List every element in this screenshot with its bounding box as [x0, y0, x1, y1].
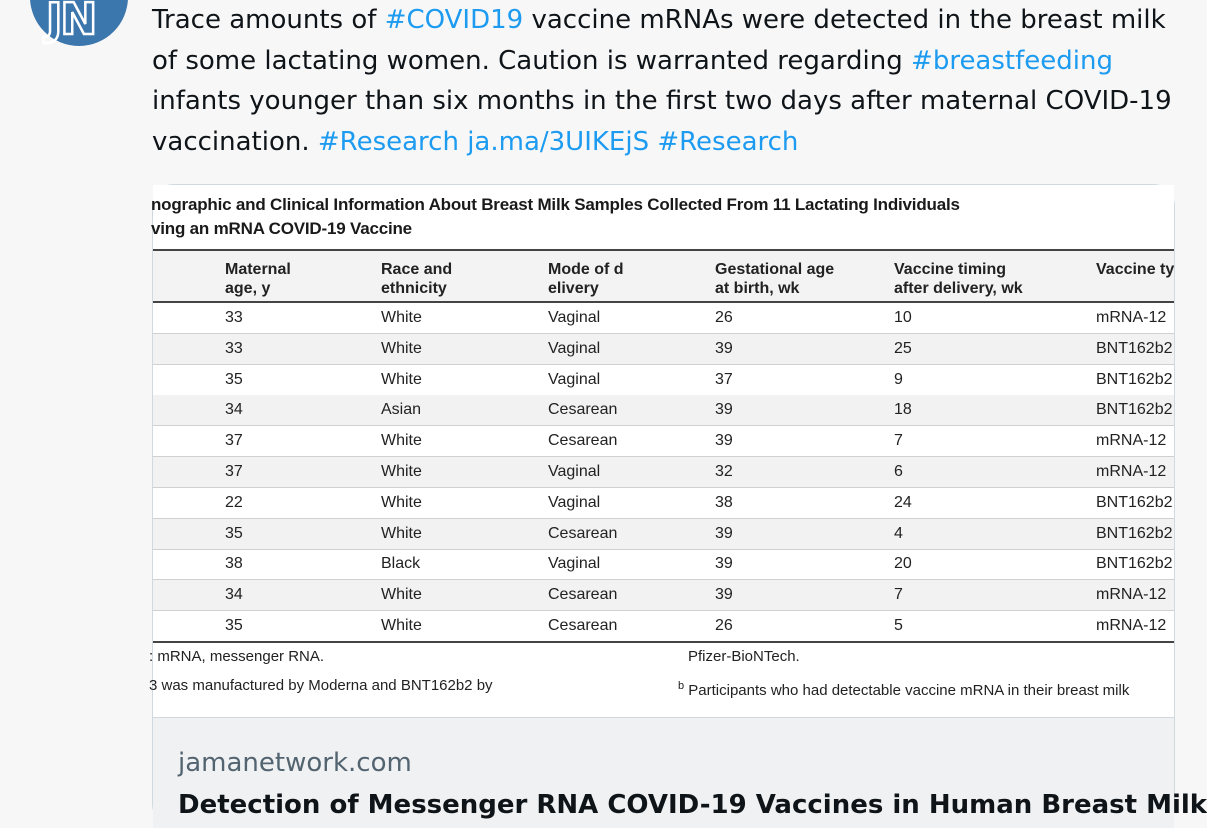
table-cell: BNT162b2 [1096, 555, 1173, 573]
table-title-line-2: ving an mRNA COVID-19 Vaccine [151, 219, 412, 238]
table-title-line-1: nographic and Clinical Information About Breast Milk Samples Collected From 11 Lactating Individuals [151, 195, 960, 214]
table-cell: 7 [894, 586, 903, 604]
table-cell: 38 [225, 555, 243, 573]
table-cell: 9 [894, 370, 903, 388]
tweet-text-segment [459, 127, 467, 157]
table-cell: mRNA-12 [1096, 617, 1167, 634]
card-meta[interactable] [153, 717, 1207, 828]
table-cell: White [381, 339, 422, 357]
table-cell: 7 [894, 432, 903, 450]
table-cell: White [381, 463, 422, 480]
table-cell: Vaginal [548, 370, 601, 388]
column-header [715, 260, 834, 298]
table-cell: 26 [715, 617, 733, 634]
tweet-text-segment: Trace amounts of [152, 5, 385, 35]
table-cell: Cesarean [548, 524, 618, 542]
column-header [381, 260, 452, 298]
column-header-line-2: age, y [225, 280, 271, 297]
table-cell: 4 [894, 524, 903, 542]
table-cell: Vaginal [548, 463, 601, 480]
table-row [153, 488, 1174, 519]
tweet-text [152, 0, 1172, 162]
column-header [894, 260, 1023, 298]
table-cell: 26 [715, 309, 733, 326]
jn-logo-text: JN [46, 0, 96, 45]
table-cell: BNT162b2 [1096, 339, 1173, 357]
table-cell: 35 [225, 617, 243, 634]
link-preview-card[interactable] [149, 184, 1207, 826]
column-header-line-2: Vaccine ty [1096, 261, 1175, 278]
table-cell: mRNA-12 [1096, 586, 1167, 604]
table-cell: mRNA-12 [1096, 432, 1167, 450]
table-cell: 39 [715, 401, 733, 419]
table-cell: White [381, 586, 422, 604]
footnote-pfizer: Pfizer-BioNTech. [688, 648, 800, 665]
column-header-line-1: Mode of d [548, 261, 624, 278]
hashtag-link[interactable]: #Research [317, 126, 459, 157]
table-cell: Vaginal [548, 493, 601, 511]
table-row [153, 519, 1174, 550]
hashtag-link[interactable]: #Research [657, 126, 799, 157]
table-cell: Cesarean [548, 401, 618, 419]
table-cell: 39 [715, 432, 733, 450]
table-cell: White [381, 617, 422, 634]
footnote-manufacturer: 3 was manufactured by Moderna and BNT162b2 by [149, 677, 493, 694]
footnote-abbreviation: : mRNA, messenger RNA. [149, 648, 325, 665]
table-row [153, 580, 1174, 611]
table-cell: 35 [225, 524, 243, 542]
card-title: Detection of Messenger RNA COVID-19 Vaccines in Human Breast Milk [178, 790, 1207, 820]
table-cell: 5 [894, 617, 903, 634]
column-header-line-2: ethnicity [381, 280, 447, 297]
table-cell: 34 [225, 586, 243, 604]
table-cell: White [381, 370, 422, 388]
table-cell: BNT162b2 [1096, 493, 1173, 511]
tweet-text-segment: infants younger than six months in the first two days after maternal COVID-19 vaccination. [152, 86, 1172, 157]
tweet-text-segment: vaccine mRNAs were detected in the breast milk of some lactating women. Caution is warranted regarding [152, 5, 1166, 76]
footnote-participants-text: Participants who had detectable vaccine mRNA in their breast milk [684, 682, 1130, 699]
table-cell: 34 [225, 401, 243, 419]
column-header [225, 260, 291, 298]
table-cell: Vaginal [548, 339, 601, 357]
table-cell: mRNA-12 [1096, 309, 1167, 326]
footnote-participants [678, 676, 1129, 701]
column-header-line-1: Vaccine timing [894, 261, 1007, 278]
table-row [153, 426, 1174, 457]
table-cell: White [381, 493, 422, 511]
table-cell: 10 [894, 309, 912, 326]
table-cell: White [381, 524, 422, 542]
url-link[interactable]: ja.ma/3UIKEjS [467, 126, 650, 157]
table-cell: 22 [225, 493, 243, 511]
table-cell: Asian [381, 401, 422, 419]
table-cell: White [381, 309, 422, 326]
footnote-marker: b [678, 680, 685, 692]
table-cell: 33 [225, 309, 243, 326]
table-row [153, 303, 1174, 334]
table-cell: Cesarean [548, 617, 618, 634]
table-cell: 18 [894, 401, 912, 419]
table-cell: White [381, 432, 422, 450]
column-header [1096, 260, 1174, 279]
column-header [548, 260, 624, 298]
table-cell: Vaginal [548, 309, 601, 326]
card-domain: jamanetwork.com [178, 748, 412, 778]
table-row [153, 457, 1174, 488]
table-cell: BNT162b2 [1096, 370, 1173, 388]
table-cell: 20 [894, 555, 912, 573]
table-cell: 39 [715, 524, 733, 542]
table-cell: 39 [715, 339, 733, 357]
table-cell: 37 [225, 463, 243, 480]
table-cell: BNT162b2 [1096, 401, 1173, 419]
table-cell: 6 [894, 463, 903, 480]
table-cell: Cesarean [548, 432, 618, 450]
column-header-line-2: after delivery, wk [894, 280, 1023, 297]
card-image-table [149, 185, 1175, 717]
column-header-line-2: elivery [548, 280, 599, 297]
table-title [151, 193, 1171, 241]
table-cell: 37 [225, 432, 243, 450]
table-cell: Black [381, 555, 421, 573]
table-cell: Vaginal [548, 555, 601, 573]
table-cell: 24 [894, 493, 912, 511]
table-cell: BNT162b2 [1096, 524, 1173, 542]
table-row [153, 334, 1174, 365]
table-cell: 35 [225, 370, 243, 388]
table-cell: Cesarean [548, 586, 618, 604]
hashtag-link[interactable]: #COVID19 [384, 5, 524, 35]
hashtag-link[interactable]: #breastfeeding [911, 45, 1113, 76]
table-cell: 39 [715, 586, 733, 604]
table-cell: 38 [715, 493, 733, 511]
table-cell: 25 [894, 339, 912, 357]
table-row [153, 611, 1174, 642]
column-header-line-1: Maternal [225, 261, 291, 278]
table-cell: 37 [715, 370, 733, 388]
table-row [153, 395, 1174, 426]
table-row [153, 549, 1174, 580]
table-bottom-rule [153, 641, 1174, 643]
table-cell: 32 [715, 463, 733, 480]
author-avatar[interactable] [30, 0, 128, 46]
table-cell: mRNA-12 [1096, 463, 1167, 480]
column-header-line-1: Race and [381, 261, 453, 278]
column-header-line-2: at birth, wk [715, 280, 800, 297]
table-row [153, 365, 1174, 396]
column-header-line-1: Gestational age [715, 261, 835, 278]
table-cell: 39 [715, 555, 733, 573]
table-cell: 33 [225, 339, 243, 357]
